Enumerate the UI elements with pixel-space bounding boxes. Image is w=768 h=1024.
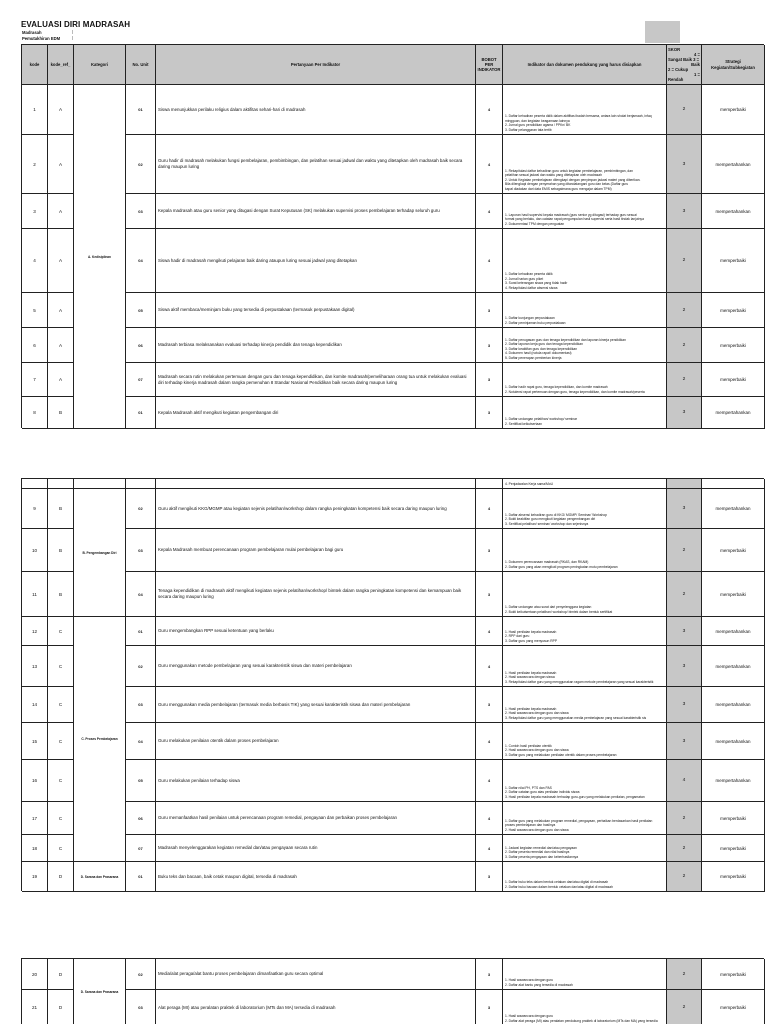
bobot-value: 3 xyxy=(476,293,503,327)
indicator-line: 2. Notulensi rapat pertemuan dengan guru, tenaga kependidikan, dan komite madrasah/peserta xyxy=(505,389,645,394)
unit-number: 03 xyxy=(126,529,156,571)
unit-number: 01 xyxy=(126,862,156,891)
header-kat: Kategori xyxy=(74,45,126,84)
indicator-documents xyxy=(503,760,667,801)
skor-value[interactable]: 2 xyxy=(667,328,702,362)
skor-value[interactable]: 2 xyxy=(667,363,702,396)
indicator-documents xyxy=(503,862,667,891)
indicator-line: 3. Rekapitulasi daftar guru yang menggunakan ragam metode pembelajaran yang sesuai karakteristik xyxy=(505,679,654,684)
sheet-page-2 xyxy=(21,478,764,891)
cell-kat xyxy=(74,479,126,488)
indicator-line: 1. Daftar undangan pelatihan/ workshop/ seminar xyxy=(505,417,578,422)
kode-ref: C xyxy=(48,802,74,834)
indicator-line: pelatihan sesuai jadwal dan waktu yang ditetapkan oleh madrasah xyxy=(505,173,602,178)
table-row xyxy=(22,529,765,572)
strategi-value: mempertahankan xyxy=(702,194,765,228)
kode-ref: B xyxy=(48,489,74,528)
bobot-value: 3 xyxy=(476,959,503,989)
table-header-row xyxy=(22,45,765,85)
kode-ref: A xyxy=(48,229,74,292)
row-number: 19 xyxy=(22,862,48,891)
indicator-question: Kepala Madrasah aktif mengikuti kegiatan pengembangan diri xyxy=(156,397,476,428)
indicator-documents xyxy=(503,687,667,722)
kode-ref: A xyxy=(48,293,74,327)
bobot-value: 4 xyxy=(476,646,503,686)
strategi-value: mempertahankan xyxy=(702,397,765,428)
indicator-documents xyxy=(503,990,667,1024)
indicator-question: Guru melakukan penilaian terhadap siswa xyxy=(156,760,476,801)
indicator-line: 2. Jurnal guru pendidikan agama / PPKn/ BK xyxy=(505,123,571,128)
kode-ref: B xyxy=(48,529,74,571)
indicator-line: mingguan, dan kegiatan keagamaan lainnya xyxy=(505,118,570,123)
indicator-question: Guru hadir di madrasah melakukan fungsi pembelajaran, pembimbingan, dan pelatihan sesuai jadwal dan waktu yang ditetapkan oleh madrasah baik secara daring maupun luring xyxy=(156,135,476,193)
bobot-value: 3 xyxy=(476,328,503,362)
indicator-line: 1. Hasil wawancara dengan guru xyxy=(505,1014,554,1019)
strategi-value: mempertahankan xyxy=(702,646,765,686)
sheet-page-3 xyxy=(21,958,764,1024)
indicator-line: 3. Daftar keaktifan guru dan tenaga kependidikan xyxy=(505,346,578,351)
table-row xyxy=(22,990,765,1024)
indicator-line: 1. Daftar kunjungan perpustakaan xyxy=(505,316,555,321)
skor-value[interactable]: 2 xyxy=(667,835,702,861)
indicator-line: Bila dilengkapi dengan penyerahan yang ditandatangani guru dan kelas (Daftar guru xyxy=(505,182,629,187)
meta-pemutakhiran: Pemutakhiran EDM xyxy=(22,36,61,41)
strategi-value: memperbaiki xyxy=(702,990,765,1024)
unit-number: 06 xyxy=(126,802,156,834)
kategori-cell xyxy=(74,617,126,862)
indicator-documents xyxy=(503,489,667,528)
kode-ref: B xyxy=(48,572,74,616)
kode-ref: B xyxy=(48,397,74,428)
kode-ref: C xyxy=(48,760,74,801)
indicator-line: 2. Daftar guru yang akan mengikuti program peningkatan mutu pembelajaran xyxy=(505,564,618,569)
indicator-question: Kepala Madrasah membuat perencanaan program pembelajaran mulai pembelajaran bagi guru xyxy=(156,529,476,571)
table-row xyxy=(22,572,765,617)
skor-value[interactable]: 3 xyxy=(667,646,702,686)
indicator-documents xyxy=(503,363,667,396)
indicator-question: Madrasah terbiasa melaksanakan evaluasi terhadap kinerja pendidik dan tenaga kependidikan xyxy=(156,328,476,362)
indicator-line: 1. Daftar penugasan guru dan tenaga kependidikan dan laporan kinerja pendidikan xyxy=(505,337,626,342)
skor-value[interactable]: 2 xyxy=(667,85,702,134)
strategi-value: mempertahankan xyxy=(702,617,765,645)
indicator-line: 2. Daftar alat bantu yang tersedia di madrasah xyxy=(505,982,573,987)
row-number: 17 xyxy=(22,802,48,834)
indicator-line: 2. Daftar peminjaman buku perpustakaan xyxy=(505,320,566,325)
unit-number: 01 xyxy=(126,397,156,428)
table-row xyxy=(22,293,765,328)
row-number: 15 xyxy=(22,723,48,759)
indicator-line: 1. Daftar absensi kehadiran guru di KKG/ MGMP/ Seminar/ Workshop xyxy=(505,512,608,517)
row-number: 20 xyxy=(22,959,48,989)
indicator-documents xyxy=(503,572,667,616)
strategi-value: memperbaiki xyxy=(702,529,765,571)
indicator-documents xyxy=(503,328,667,362)
bobot-value: 4 xyxy=(476,760,503,801)
indicator-question: Madrasah menyelenggarakan kegiatan remedial dan/atau pengayaan secara rutin xyxy=(156,835,476,861)
unit-number: 01 xyxy=(126,617,156,645)
unit-number: 01 xyxy=(126,85,156,134)
header-bobot: BOBOT PER INDIKATOR xyxy=(476,45,503,84)
bobot-value: 4 xyxy=(476,135,503,193)
indicator-question: Siswa menunjukkan perilaku religius dalam aktifitas sehari-hari di madrasah xyxy=(156,85,476,134)
row-number: 11 xyxy=(22,572,48,616)
bobot-value: 3 xyxy=(476,687,503,722)
kode-ref: C xyxy=(48,723,74,759)
table-row xyxy=(22,862,765,892)
strategi-value: mempertahankan xyxy=(702,489,765,528)
indicator-documents xyxy=(503,397,667,428)
unit-number: 02 xyxy=(126,135,156,193)
indicator-line: 1. Daftar guru yang melakukan program remedial, pengayaan, perbaikan berdasarkan hasil penilaian xyxy=(505,818,653,823)
cell-kode xyxy=(22,479,48,488)
bobot-value: 4 xyxy=(476,723,503,759)
cell-ind xyxy=(503,479,667,488)
indicator-line: 3. Sertifikat pelatihan/ seminar/ workshop dan sejenisnya xyxy=(505,521,589,526)
indicator-line: 1. Daftar nilai PH, PTS dan PAS xyxy=(505,785,552,790)
skor-value[interactable]: 2 xyxy=(667,990,702,1024)
sheet-page-1 xyxy=(21,44,764,428)
kategori-cell xyxy=(74,862,126,892)
strategi-value: memperbaiki xyxy=(702,862,765,891)
cell-q xyxy=(156,479,476,488)
indicator-documents xyxy=(503,135,667,193)
indicator-question: Guru aktif mengikuti KKG/MGMP atau kegiatan sejenis pelatihan/workshop dalam rangka peningkatan kompetensi baik secara daring maupun luring xyxy=(156,489,476,528)
unit-number: 02 xyxy=(126,489,156,528)
kategori-cell xyxy=(74,959,126,1024)
strategi-value: memperbaiki xyxy=(702,328,765,362)
indicator-question: Media/alat peraga/alat bantu proses pembelajaran dimanfaatkan guru secara optimal xyxy=(156,959,476,989)
indicator-line: 2. Hasil wawancara dengan guru dan siswa xyxy=(505,827,569,832)
indicator-question: Madrasah secara rutin melakukan pertemuan dengan guru dan tenaga kependidikan, dan komite madrasah/pemeliharaan orang tua untuk melakukan evaluasi diri terhadap kinerja madrasah dalam rangka pemenuhan 8 Standar Nasional Pendidikan baik secara daring maupun luring xyxy=(156,363,476,396)
skor-legend-line: 1 = xyxy=(694,72,700,78)
skor-value[interactable]: 3 xyxy=(667,135,702,193)
cell-bobot xyxy=(476,479,503,488)
indicator-line: 2. Daftar alat peraga (MI) atau peralatan pendukung praktek di laboratorium (MTs dan MA) yang tersedia xyxy=(505,1018,658,1023)
kategori-cell xyxy=(74,489,126,617)
table-row xyxy=(22,363,765,397)
skor-header-top xyxy=(645,21,680,43)
indicator-line: 2. Bukti keaktifan guru mengikuti kegiatan pengembangan diri xyxy=(505,517,596,522)
row-number: 8 xyxy=(22,397,48,428)
kode-ref: C xyxy=(48,646,74,686)
indicator-line: 3. Daftar peserta pengayaan dan keberhasilannya xyxy=(505,854,579,859)
skor-value[interactable]: 2 xyxy=(667,572,702,616)
indicator-question: Guru menggunakan media pembelajaran (termasuk media berbasis TIK) yang sesuai karakteristik siswa dan materi pembelajaran xyxy=(156,687,476,722)
table-row xyxy=(22,723,765,760)
skor-value[interactable]: 2 xyxy=(667,959,702,989)
header-kode: kode xyxy=(22,45,48,84)
bobot-value: 4 xyxy=(476,85,503,134)
indicator-line: 2. Hasil wawancara dengan guru dan siswa xyxy=(505,711,569,716)
skor-legend-line: Baik xyxy=(691,61,700,67)
indicator-line: format yang berlaku, dan catatan rapat pengumpulan hasil supervisi serta hasil tindak lanjutnya xyxy=(505,217,644,222)
row-number: 16 xyxy=(22,760,48,801)
bobot-value: 3 xyxy=(476,397,503,428)
indicator-line: 2. RPP dari guru xyxy=(505,634,530,639)
indicator-question: Buku teks dan bacaan, baik cetak maupun digital, tersedia di madrasah xyxy=(156,862,476,891)
skor-value[interactable]: 3 xyxy=(667,489,702,528)
indicator-question: Tenaga kependidikan di madrasah aktif mengikuti kegiatan sejenis pelatihan/workshop/ bimtek dalam rangka peningkatan kompetensi dan kemampuan baik secara daring maupun luring xyxy=(156,572,476,616)
table-row xyxy=(22,646,765,687)
kode-ref: D xyxy=(48,959,74,989)
unit-number: 03 xyxy=(126,194,156,228)
table-row xyxy=(22,135,765,194)
skor-value[interactable]: 3 xyxy=(667,194,702,228)
header-unit: No. Unit xyxy=(126,45,156,84)
bobot-value: 3 xyxy=(476,572,503,616)
indicator-documents xyxy=(503,835,667,861)
bobot-value: 4 xyxy=(476,489,503,528)
table-row xyxy=(22,328,765,363)
unit-number: 06 xyxy=(126,328,156,362)
row-number: 3 xyxy=(22,194,48,228)
skor-legend-line: Sangat Baik 3 = xyxy=(668,56,700,62)
row-number: 12 xyxy=(22,617,48,645)
kategori-cell xyxy=(74,85,126,429)
indicator-line: 1. Daftar kehadiran peserta didik dalam aktifitas ibadah bersama, antara lain sholat berjamaah, infaq xyxy=(505,114,652,119)
indicator-documents xyxy=(503,529,667,571)
kategori-label: C. Proses Pembelajaran xyxy=(81,737,118,741)
kode-ref: A xyxy=(48,135,74,193)
indicator-line: 1. Daftar hadir rapat guru, tenaga kependidikan, dan komite madrasah xyxy=(505,385,608,390)
table-row xyxy=(22,617,765,646)
indicator-line: 3. Surat keterangan siswa yang tidak hadir xyxy=(505,281,568,286)
indicator-question: Siswa hadir di madrasah mengikuti pelajaran baik daring ataupun luring sesuai jadwal yang ditetapkan xyxy=(156,229,476,292)
bobot-value: 3 xyxy=(476,529,503,571)
meta-madrasah: Madrasah xyxy=(22,30,42,35)
kode-ref: A xyxy=(48,363,74,396)
bobot-value: 3 xyxy=(476,363,503,396)
skor-value[interactable]: 3 xyxy=(667,397,702,428)
unit-number: 04 xyxy=(126,723,156,759)
skor-value[interactable]: 2 xyxy=(667,293,702,327)
indicator-line: proses pembelajaran dan hasilnya xyxy=(505,823,556,828)
indicator-line: 2. Dokumentasi TPM dengan penguatan xyxy=(505,221,565,226)
indicator-line: 1. Hasil penilaian kepala madrasah xyxy=(505,629,557,634)
table-row xyxy=(22,489,765,529)
indicator-line: 1. Daftar undangan atau surat dari penyelenggara kegiatan xyxy=(505,605,592,610)
skor-value[interactable]: 2 xyxy=(667,529,702,571)
kode-ref: D xyxy=(48,990,74,1024)
table-row xyxy=(22,194,765,229)
row-number: 1 xyxy=(22,85,48,134)
skor-value[interactable]: 2 xyxy=(667,229,702,292)
indicator-line: 3. Daftar guru yang melakukan penilaian otentik dalam proses pembelajaran xyxy=(505,752,617,757)
kode-ref: A xyxy=(48,328,74,362)
skor-value[interactable]: 2 xyxy=(667,862,702,891)
indicator-question: Guru memanfaatkan hasil penilaian untuk perencanaan program remedial, pengayaan dan perbaikan proses pembelajaran xyxy=(156,802,476,834)
skor-value[interactable]: 3 xyxy=(667,617,702,645)
table-row xyxy=(22,760,765,802)
row-number: 21 xyxy=(22,990,48,1024)
indicator-line: 1. Jadwal kegiatan remedial dan/atau pengayaan xyxy=(505,845,577,850)
indicator-line: 3. Daftar pelanggaran tata tertib xyxy=(505,127,552,132)
indicator-line: 1. Daftar kehadiran peserta didik xyxy=(505,272,553,277)
indicator-line: 2. Hasil wawancara dengan guru dan siswa xyxy=(505,748,569,753)
indicator-line: 2. Sertifikat keikutsertaan xyxy=(505,421,543,426)
indicator-line: 1. Daftar buku teks dalam bentuk cetakan dan/atau digital di madrasah xyxy=(505,880,609,885)
strategi-value: mempertahankan xyxy=(702,687,765,722)
indicator-line: 1. Dokumen perencanaan madrasah (RKAS, dan RKAM) xyxy=(505,560,589,565)
indicator-line: 5. Daftar penerapan pemberian kinerja xyxy=(505,355,562,360)
strategi-value: memperbaiki xyxy=(702,293,765,327)
row-number: 6 xyxy=(22,328,48,362)
header-skor xyxy=(667,45,702,84)
unit-number: 02 xyxy=(126,646,156,686)
table-row xyxy=(22,229,765,293)
row-number: 5 xyxy=(22,293,48,327)
unit-number: 04 xyxy=(126,572,156,616)
indicator-line: 2. Jurnal harian guru piket xyxy=(505,276,544,281)
strategi-value: memperbaiki xyxy=(702,835,765,861)
indicator-question: Alat peraga (MI) atau peralatan praktek di laboratorium (MTs dan MA) tersedia di madrasah xyxy=(156,990,476,1024)
strategi-value: mempertahankan xyxy=(702,760,765,801)
indicator-line: 2. Daftar buku bacaan dalam bentuk cetakan dan/atau digital di madrasah xyxy=(505,884,613,889)
indicator-line: 2. Untuk Kegiatan pembelajaran dilengkapi dengan penyimpan jadwal materi yang diberikan. xyxy=(505,177,641,182)
bobot-value: 4 xyxy=(476,229,503,292)
skor-legend-line: 4 = xyxy=(694,51,700,57)
kode-ref: C xyxy=(48,687,74,722)
indicator-line: 3. Rekapitulasi daftar guru yang menggunakan media pembelajaran yang sesuai karakteristik sis xyxy=(505,715,647,720)
unit-number: 07 xyxy=(126,835,156,861)
indicator-line: 2. Daftar catatan guru atas penilaian individu siswa xyxy=(505,790,580,795)
indicator-line: 1. Hasil wawancara dengan guru xyxy=(505,978,554,983)
indicator-question: Kepala madrasah atau guru senior yang ditugasi dengan Surat Keputusan (SK) melakukan supervisi proses pembelajaran terhadap seluruh guru xyxy=(156,194,476,228)
row-number: 4 xyxy=(22,229,48,292)
skor-legend-line: Rendah xyxy=(668,77,684,83)
indicator-question: Guru mengembangkan RPP sesuai ketentuan yang berlaku xyxy=(156,617,476,645)
table-row xyxy=(22,802,765,835)
kategori-label: B. Pengembangan Diri xyxy=(82,550,117,555)
bobot-value: 3 xyxy=(476,990,503,1024)
indicator-line: 1. Contoh hasil penilaian otentik xyxy=(505,743,552,748)
indicator-line: 4. Dokumen hasil (notula rapat/ dokumentasi) xyxy=(505,351,572,356)
indicator-line: 2. Daftar laporan kerja guru dan tenaga kependidikan xyxy=(505,342,583,347)
indicator-question: Guru menggunakan metode pembelajaran yang sesuai karakteristik siswa dan materi pembelajaran xyxy=(156,646,476,686)
indicator-documents xyxy=(503,293,667,327)
cell-str xyxy=(702,479,765,488)
indicator-documents xyxy=(503,959,667,989)
row-number: 10 xyxy=(22,529,48,571)
indicator-documents xyxy=(503,229,667,292)
skor-value[interactable]: 3 xyxy=(667,723,702,759)
strategi-value: memperbaiki xyxy=(702,363,765,396)
unit-number: 05 xyxy=(126,760,156,801)
unit-number: 03 xyxy=(126,687,156,722)
table-row xyxy=(22,835,765,862)
skor-value[interactable]: 3 xyxy=(667,687,702,722)
table-row xyxy=(22,85,765,135)
strategi-value: memperbaiki xyxy=(702,229,765,292)
kode-ref: A xyxy=(48,85,74,134)
indicator-documents xyxy=(503,194,667,228)
indicator-line: 3. Hasil penilaian kepala madrasah terhadap guru-guru yang melakukan penilaian, pengamatan xyxy=(505,794,645,799)
row-number: 14 xyxy=(22,687,48,722)
indicator-line: 1. Rekapitulasi daftar kehadiran guru untuk kegiatan pembelajaran, pembimbingan, dan xyxy=(505,168,633,173)
unit-number: 07 xyxy=(126,363,156,396)
skor-legend-line: SKOR xyxy=(668,46,681,52)
kategori-label: D. Sarana dan Prasarana xyxy=(80,990,119,994)
unit-number: 03 xyxy=(126,990,156,1024)
indicator-documents xyxy=(503,617,667,645)
indicator-line: 1. Hasil penilaian kepala madrasah xyxy=(505,706,557,711)
strategi-value: memperbaiki xyxy=(702,572,765,616)
indicator-line: 1. Laporan hasil supervisi kepala madrasah (guru senior yg ditugasi) terhadap guru sesuai xyxy=(505,212,637,217)
header-ref: kode_ref_ xyxy=(48,45,74,84)
kategori-label: D. Sarana dan Prasarana xyxy=(80,874,119,879)
kode-ref: C xyxy=(48,835,74,861)
strategi-value: mempertahankan xyxy=(702,135,765,193)
row-number: 7 xyxy=(22,363,48,396)
bobot-value: 4 xyxy=(476,194,503,228)
unit-number: 02 xyxy=(126,959,156,989)
table-row xyxy=(22,397,765,429)
bobot-value: 4 xyxy=(476,802,503,834)
document-title: EVALUASI DIRI MADRASAH xyxy=(21,20,131,29)
indicator-line: 1. Hasil penilaian kepala madrasah xyxy=(505,670,557,675)
indicator-line: 2. Bukti keikutsertaan pelatihan/ workshop/ bimtek dalam bentuk sertifikat xyxy=(505,609,613,614)
skor-legend-line: 2 = Cukup xyxy=(668,67,689,73)
indicator-line: kapal diadakan dari data EMIS sebagaimana guru mengajar dalam TPM) xyxy=(505,186,612,191)
unit-number: 05 xyxy=(126,293,156,327)
row-number: 9 xyxy=(22,489,48,528)
row-number: 18 xyxy=(22,835,48,861)
header-str: Strategi Kegiatan/Subkegiatan xyxy=(702,45,765,84)
indicator-line: 2. Daftar peserta remedial dan nilai hasilnya xyxy=(505,850,570,855)
strategi-value: memperbaiki xyxy=(702,802,765,834)
kode-ref: D xyxy=(48,862,74,891)
cell-unit xyxy=(126,479,156,488)
cell-ref xyxy=(48,479,74,488)
kode-ref: C xyxy=(48,617,74,645)
header-ind: Indikator dan dokumen pendukung yang harus disiapkan xyxy=(503,45,667,84)
skor-value[interactable]: 2 xyxy=(667,802,702,834)
kategori-label: A. Kedisiplinan xyxy=(87,254,112,259)
bobot-value: 3 xyxy=(476,862,503,891)
bobot-value: 4 xyxy=(476,835,503,861)
indicator-line: 2. Hasil wawancara dengan siswa xyxy=(505,675,555,680)
indicator-documents xyxy=(503,723,667,759)
cell-skor xyxy=(667,479,702,488)
bobot-value: 4 xyxy=(476,617,503,645)
strategi-value: mempertahankan xyxy=(702,723,765,759)
strategi-value: memperbaiki xyxy=(702,85,765,134)
header-q: Pertanyaan Per Indikator xyxy=(156,45,476,84)
kode-ref: A xyxy=(48,194,74,228)
indicator-question: Guru melakukan penilaian otentik dalam proses pembelajaran xyxy=(156,723,476,759)
indicator-line: 3. Daftar guru yang menyusun RPP xyxy=(505,638,558,643)
row-number: 2 xyxy=(22,135,48,193)
skor-value[interactable]: 4 xyxy=(667,760,702,801)
unit-number: 04 xyxy=(126,229,156,292)
indicator-documents xyxy=(503,85,667,134)
indicator-line: 4. Penjadwalan Kerja sama/MoU xyxy=(505,481,554,486)
continuation-row xyxy=(22,479,765,489)
table-row xyxy=(22,959,765,990)
indicator-question: Siswa aktif membaca/meminjam buku yang tersedia di perpustakaan (termasuk perpustakaan digital) xyxy=(156,293,476,327)
table-row xyxy=(22,687,765,723)
indicator-documents xyxy=(503,802,667,834)
row-number: 13 xyxy=(22,646,48,686)
strategi-value: memperbaiki xyxy=(702,959,765,989)
indicator-line: 4. Rekapitulasi daftar absensi siswa xyxy=(505,285,558,290)
indicator-documents xyxy=(503,646,667,686)
